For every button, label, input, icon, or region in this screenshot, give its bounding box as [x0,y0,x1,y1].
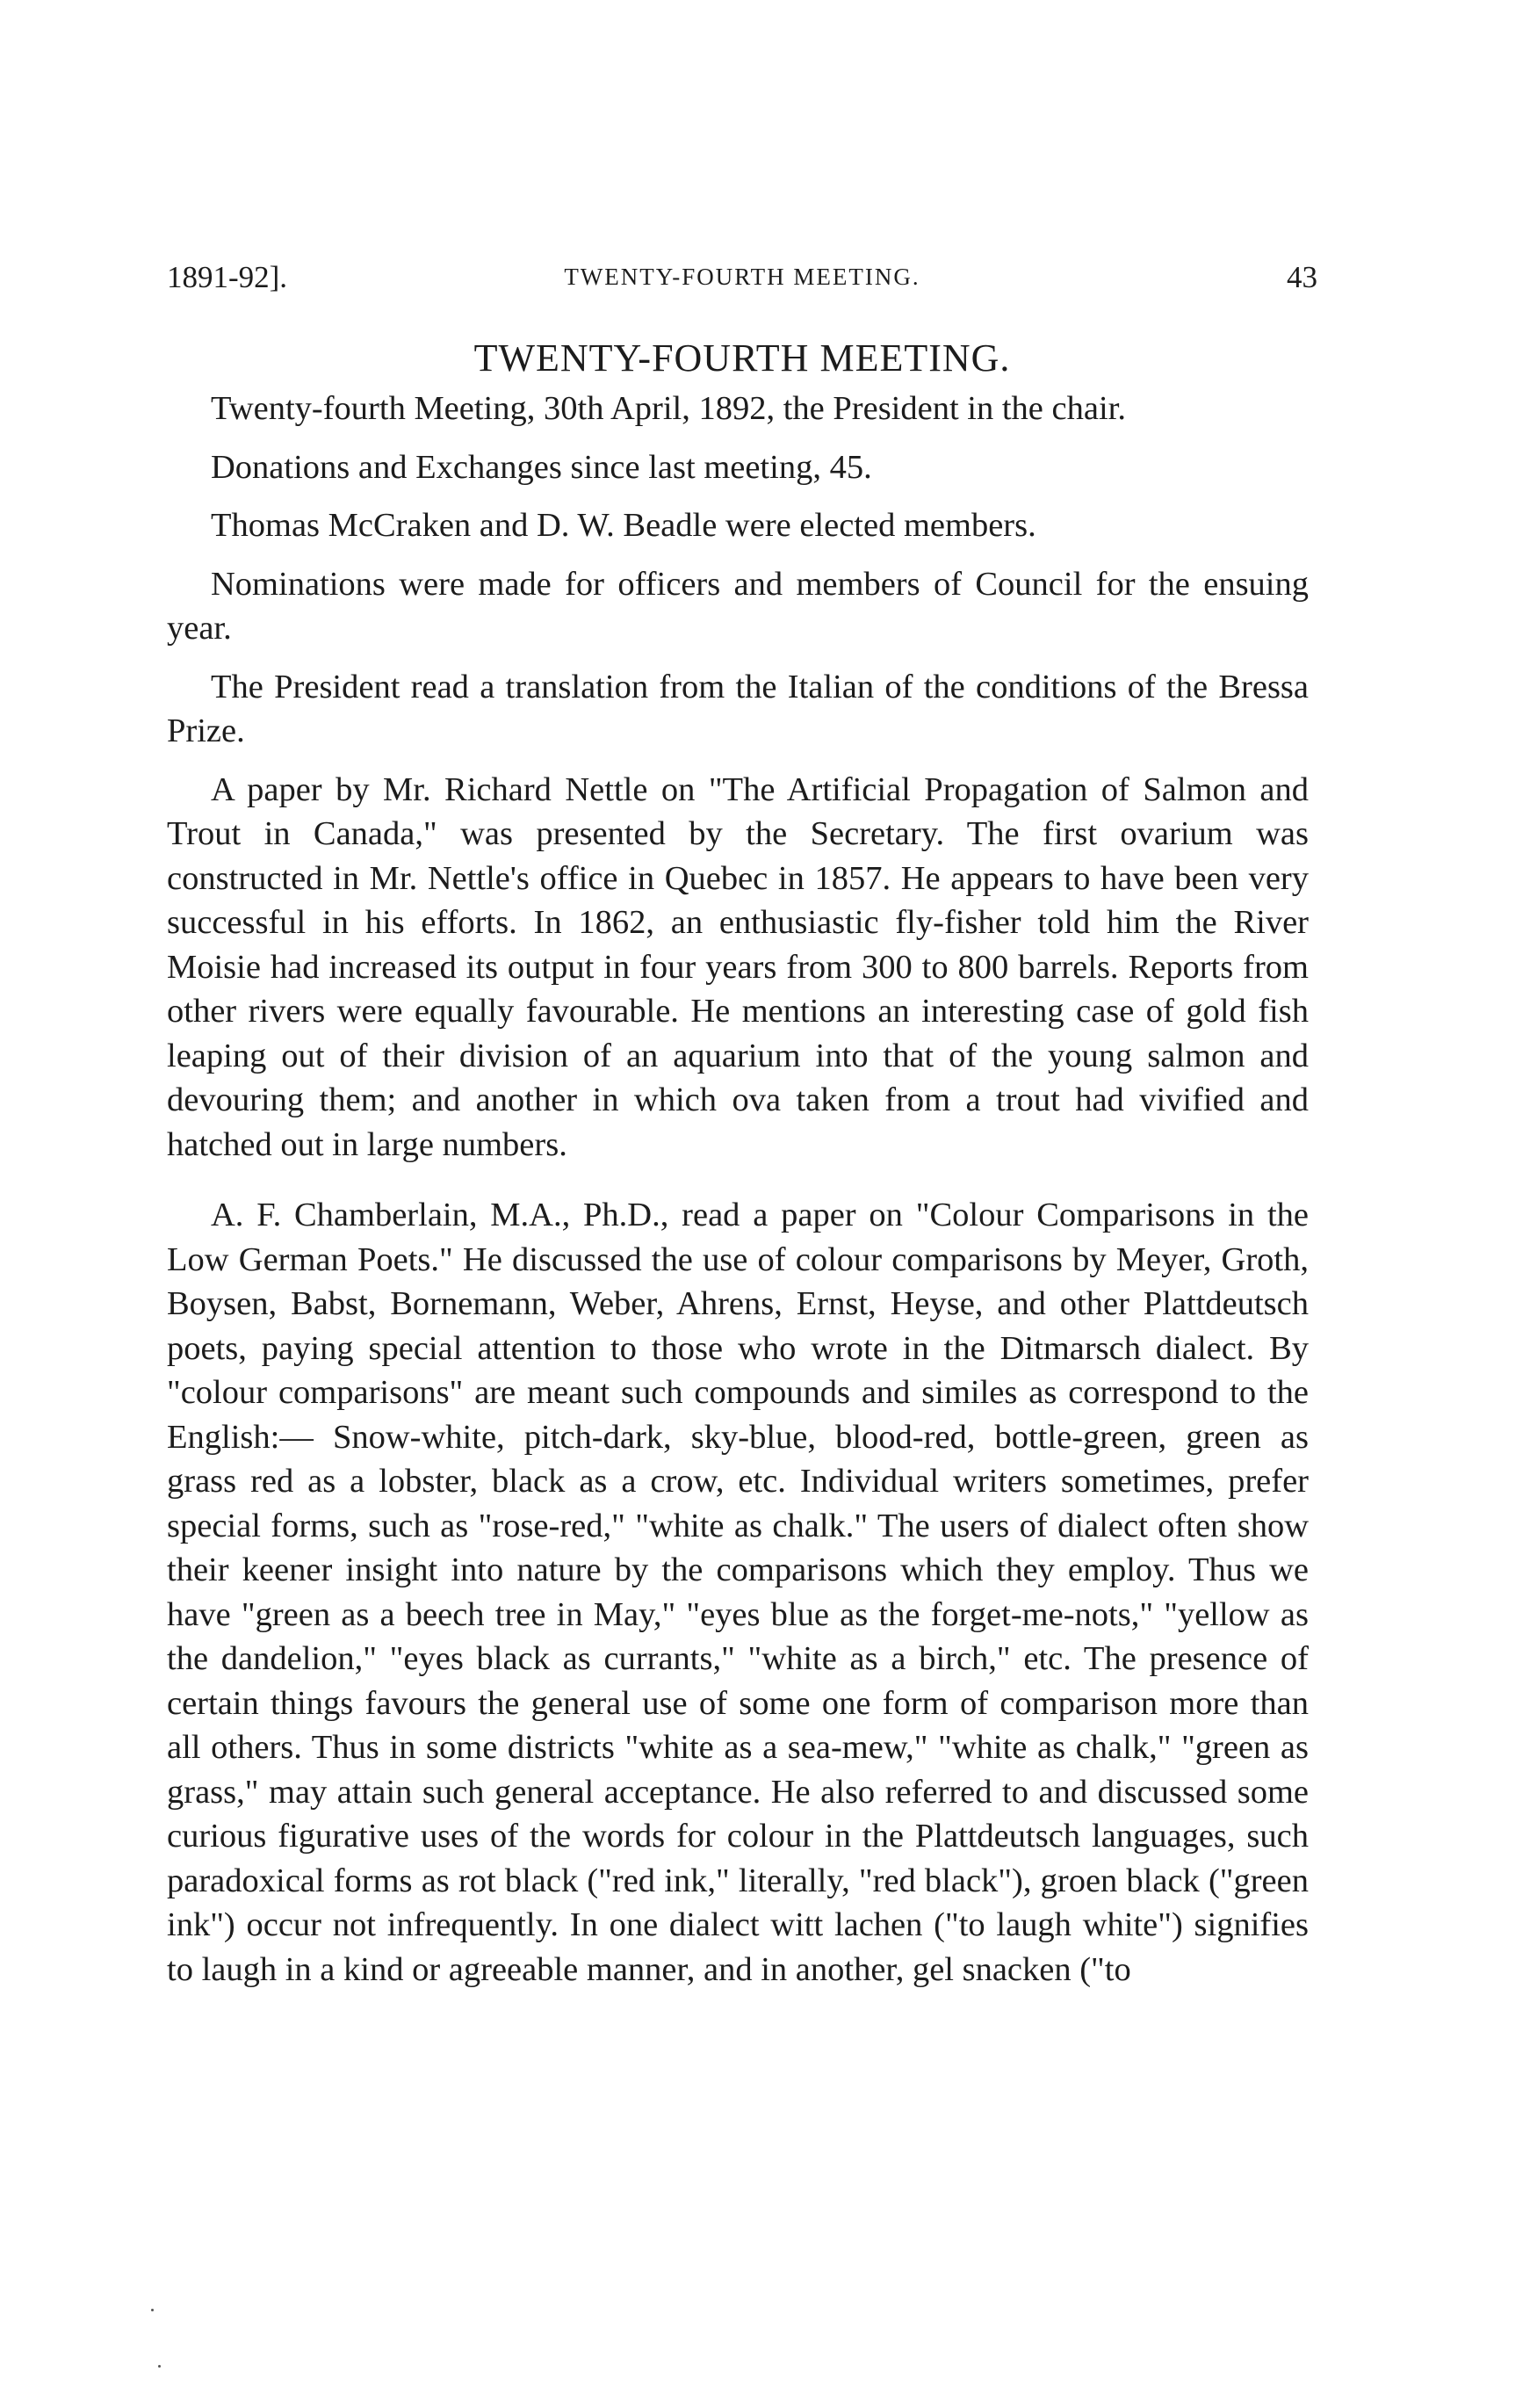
running-head [167,260,1317,304]
paragraph-colour-comparisons-paper: A. F. Chamberlain, M.A., Ph.D., read a paper on "Colour Comparisons in the Low German Poets." He discussed the use of colour comparisons by Meyer, Groth, Boysen, Babst, Bornemann, Weber, Ahrens, Ernst, Heyse, and other Plattdeutsch poets, paying special attention to those who wrote in the Ditmarsch dialect. By "colour comparisons" are meant such compounds and similes as correspond to the English:— Snow-white, pitch-dark, sky-blue, blood-red, bottle-green, green as grass red as a lobster, black as a crow, etc. Individual writers sometimes, prefer special forms, such as "rose-red," "white as chalk." The users of dialect often show their keener insight into nature by the comparisons which they employ. Thus we have "green as a beech tree in May," "eyes blue as the forget-me-nots," "yellow as the dandelion," "eyes black as currants," "white as a birch," etc. The presence of certain things favours the general use of some one form of comparison more than all others. Thus in some districts "white as a sea-mew," "white as chalk," "green as grass," may attain such general acceptance. He also referred to and discussed some curious figurative uses of the words for colour in the Plattdeutsch languages, such paradoxical forms as rot black ("red ink," literally, "red black"), groen black ("green ink") occur not infrequently. In one dialect witt lachen ("to laugh white") signifies to laugh in a kind or agreeable manner, and in another, gel snacken ("to [167,1197,1309,1988]
paragraph-bressa-prize: The President read a translation from the Italian of the conditions of the Bressa Prize. [167,668,1309,749]
paragraph-new-members: Thomas McCraken and D. W. Beadle were elected members. [211,507,1036,544]
header-running-title: TWENTY-FOURTH MEETING. [564,264,920,290]
page-title: TWENTY-FOURTH MEETING. [473,336,1011,380]
header-year-range: 1891-92]. [167,260,288,294]
scan-speck [151,2309,154,2311]
paragraph-donations: Donations and Exchanges since last meeting, 45. [211,448,872,486]
paragraph-salmon-trout-paper: A paper by Mr. Richard Nettle on "The Artificial Propagation of Salmon and Trout in Canada," was presented by the Secretary. The first ovarium was constructed in Mr. Nettle's office in Quebec in 1857. He appears to have been very successful in his efforts. In 1862, an enthusiastic fly-fisher told him the River Moisie had increased its output in four years from 300 to 800 barrels. Reports from other rivers were equally favourable. He mentions an interesting case of gold fish leaping out of their division of an aquarium into that of the young salmon and devouring them; and another in which ova taken from a trout had vivified and hatched out in large numbers. [167,770,1309,1163]
page-number: 43 [1287,260,1317,294]
scan-speck [158,2365,161,2368]
paragraph-meeting-date: Twenty-fourth Meeting, 30th April, 1892, the President in the chair. [211,390,1126,427]
paragraph-nominations: Nominations were made for officers and members of Council for the ensuing year. [167,565,1309,647]
body-text [167,387,1309,2006]
